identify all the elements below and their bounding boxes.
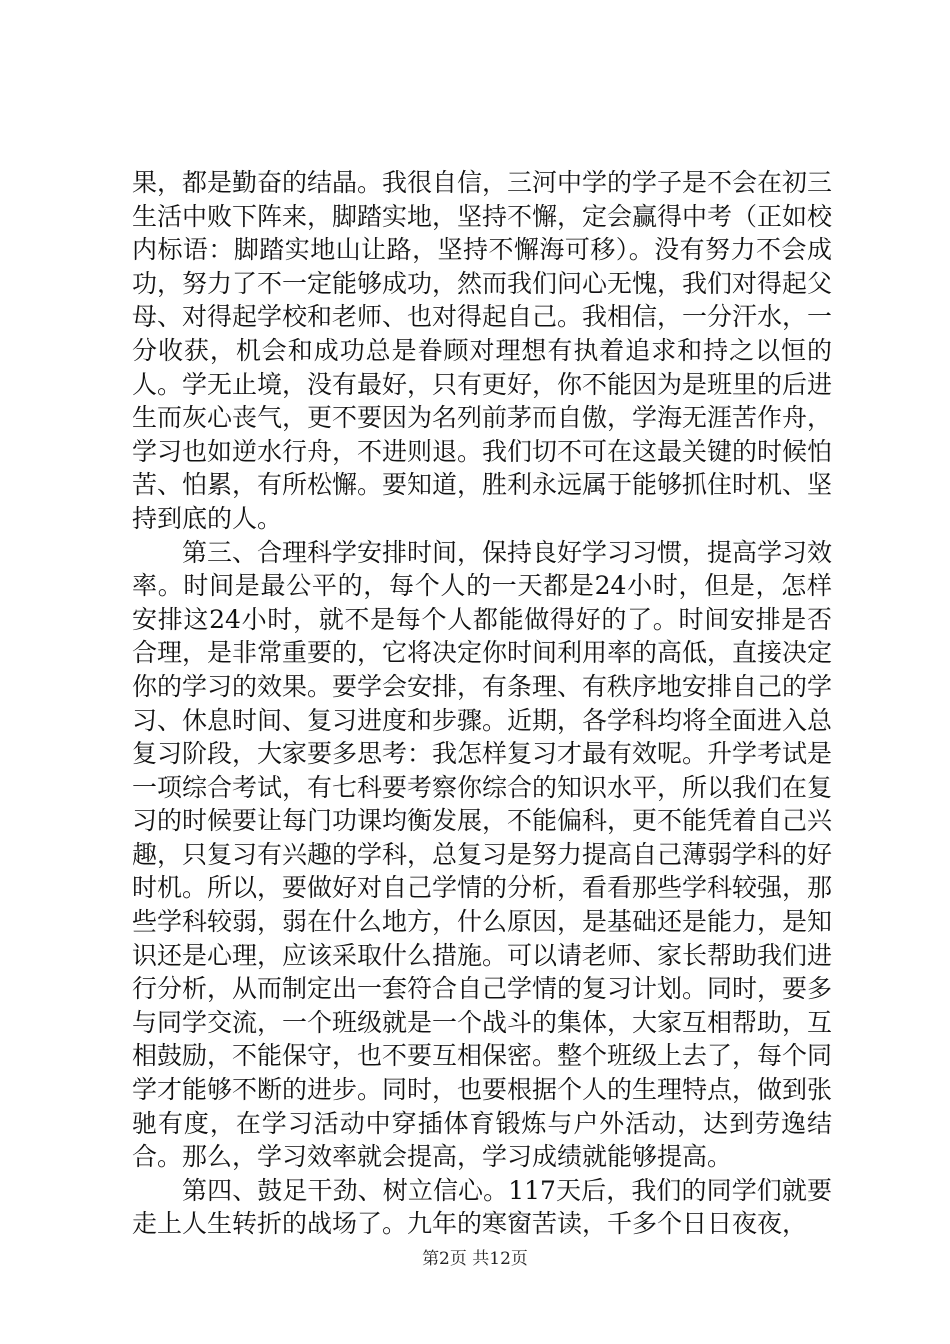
paragraph-continuation: 果，都是勤奋的结晶。我很自信，三河中学的学子是不会在初三生活中败下阵来，脚踏实地，坚持不懈，定会赢得中考（正如校内标语：脚踏实地山让路，坚持不懈海可移）。没有努力不会成功，努力了不一定能够成功，然而我们问心无愧，我们对得起父母、对得起学校和老师、也对得起自己。我相信，一分汗水，一分收获，机会和成功总是眷顾对理想有执着追求和持之以恒的人。学无止境，没有最好，只有更好，你不能因为是班里的后进生而灰心丧气，更不要因为名列前茅而自傲，学海无涯苦作舟，学习也如逆水行舟，不进则退。我们切不可在这最关键的时候怕苦、怕累，有所松懈。要知道，胜利永远属于能够抓住时机、坚持到底的人。	[132, 168, 833, 533]
paragraph-section-four: 第四、鼓足干劲、树立信心。117天后，我们的同学们就要走上人生转折的战场了。九年的寒窗苦读，千多个日日夜夜，	[132, 1175, 832, 1239]
page-number-footer: 第2页 共12页	[422, 1249, 528, 1269]
document-body	[132, 166, 832, 1241]
paragraph-section-three: 第三、合理科学安排时间，保持良好学习习惯，提高学习效率。时间是最公平的，每个人的一天都是24小时，但是，怎样安排这24小时，就不是每个人都能做得好的了。时间安排是否合理，是非常重要的，它将决定你时间利用率的高低，直接决定你的学习的效果。要学会安排，有条理、有秩序地安排自己的学习、休息时间、复习进度和步骤。近期，各学科均将全面进入总复习阶段，大家要多思考：我怎样复习才最有效呢。升学考试是一项综合考试，有七科要考察你综合的知识水平，所以我们在复习的时候要让每门功课均衡发展，不能偏科，更不能凭着自己兴趣，只复习有兴趣的学科，总复习是努力提高自己薄弱学科的好时机。所以，要做好对自己学情的分析，看看那些学科较强，那些学科较弱，弱在什么地方，什么原因，是基础还是能力，是知识还是心理，应该采取什么措施。可以请老师、家长帮助我们进行分析，从而制定出一套符合自己学情的复习计划。同时，要多与同学交流，一个班级就是一个战斗的集体，大家互相帮助，互相鼓励，不能保守，也不要互相保密。整个班级上去了，每个同学才能够不断的进步。同时，也要根据个人的生理特点，做到张驰有度，在学习活动中穿插体育锻炼与户外活动，达到劳逸结合。那么，学习效率就会提高，学习成绩就能够提高。	[132, 537, 833, 1172]
